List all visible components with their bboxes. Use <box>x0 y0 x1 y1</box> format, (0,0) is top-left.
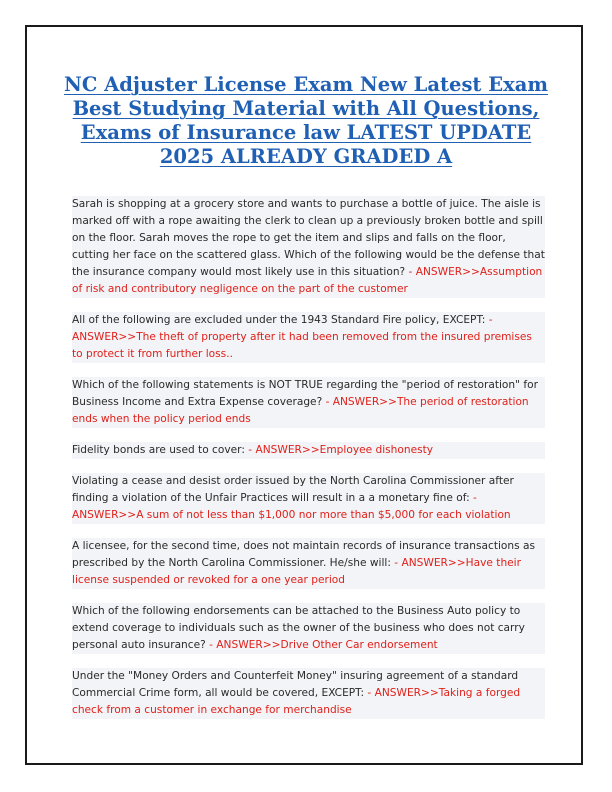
answer-text: Employee dishonesty <box>319 444 434 456</box>
question-text: Violating a cease and desist order issued by the North Carolina Commissioner after finding a violation of the Unfair Practices will result in a a monetary fine of: <box>72 475 514 504</box>
qa-list <box>72 196 545 733</box>
question-text: A licensee, for the second time, does not maintain records of insurance transactions as prescribed by the North Carolina Commissioner. He/she will: <box>72 540 536 569</box>
answer-prefix: - ANSWER>> <box>390 557 466 569</box>
qa-item <box>72 668 545 719</box>
qa-item <box>72 442 545 459</box>
answer-prefix: - ANSWER>> <box>205 639 281 651</box>
question-text: Which of the following endorsements can be attached to the Business Auto policy to extend coverage to individuals such as the owner of the business who does not carry personal auto insurance? <box>72 605 525 651</box>
qa-item <box>72 538 545 589</box>
answer-prefix: - ANSWER>> <box>72 314 493 343</box>
question-text: All of the following are excluded under the 1943 Standard Fire policy, EXCEPT: <box>72 314 486 326</box>
answer-text: Taking a forged check from a customer in exchange for merchandise <box>72 687 521 716</box>
answer-text: The period of restoration ends when the policy period ends <box>72 396 529 425</box>
document-title: NC Adjuster License Exam New Latest Exam Best Studying Material with All Questions, Exams of Insurance law LATEST UPDATE 2025 ALREADY GRADED A <box>64 73 548 168</box>
answer-text: Drive Other Car endorsement <box>280 639 438 651</box>
qa-item <box>72 196 545 298</box>
answer-prefix: - ANSWER>> <box>405 266 480 278</box>
qa-item <box>72 473 545 524</box>
qa-item <box>72 377 545 428</box>
answer-text: A sum of not less than $1,000 nor more than $5,000 for each violation <box>136 509 511 521</box>
question-text: Sarah is shopping at a grocery store and wants to purchase a bottle of juice. The aisle is marked off with a rope awaiting the clerk to clean up a previously broken bottle and spill on the floor. Sarah moves the rope to get the item and slips and falls on the floor, cutting her face on the scattered glass. Which of the following would be the defense that the insurance company would most likely use in this situation? <box>72 198 545 278</box>
answer-prefix: - ANSWER>> <box>364 687 439 699</box>
qa-item <box>72 603 545 654</box>
qa-item <box>72 312 545 363</box>
answer-prefix: - ANSWER>> <box>244 444 320 456</box>
question-text: Which of the following statements is NOT TRUE regarding the "period of restoration" for Business Income and Extra Expense coverage? <box>72 379 538 408</box>
answer-text: Have their license suspended or revoked for a one year period <box>72 557 521 586</box>
answer-text: Assumption of risk and contributory negligence on the part of the customer <box>72 266 543 295</box>
question-text: Fidelity bonds are used to cover: <box>72 444 245 456</box>
answer-text: The theft of property after it had been removed from the insured premises to protect it from further loss.. <box>72 331 532 360</box>
answer-prefix: - ANSWER>> <box>72 492 477 521</box>
answer-prefix: - ANSWER>> <box>322 396 397 408</box>
question-text: Under the "Money Orders and Counterfeit Money" insuring agreement of a standard Commercial Crime form, all would be covered, EXCEPT: <box>72 670 519 699</box>
